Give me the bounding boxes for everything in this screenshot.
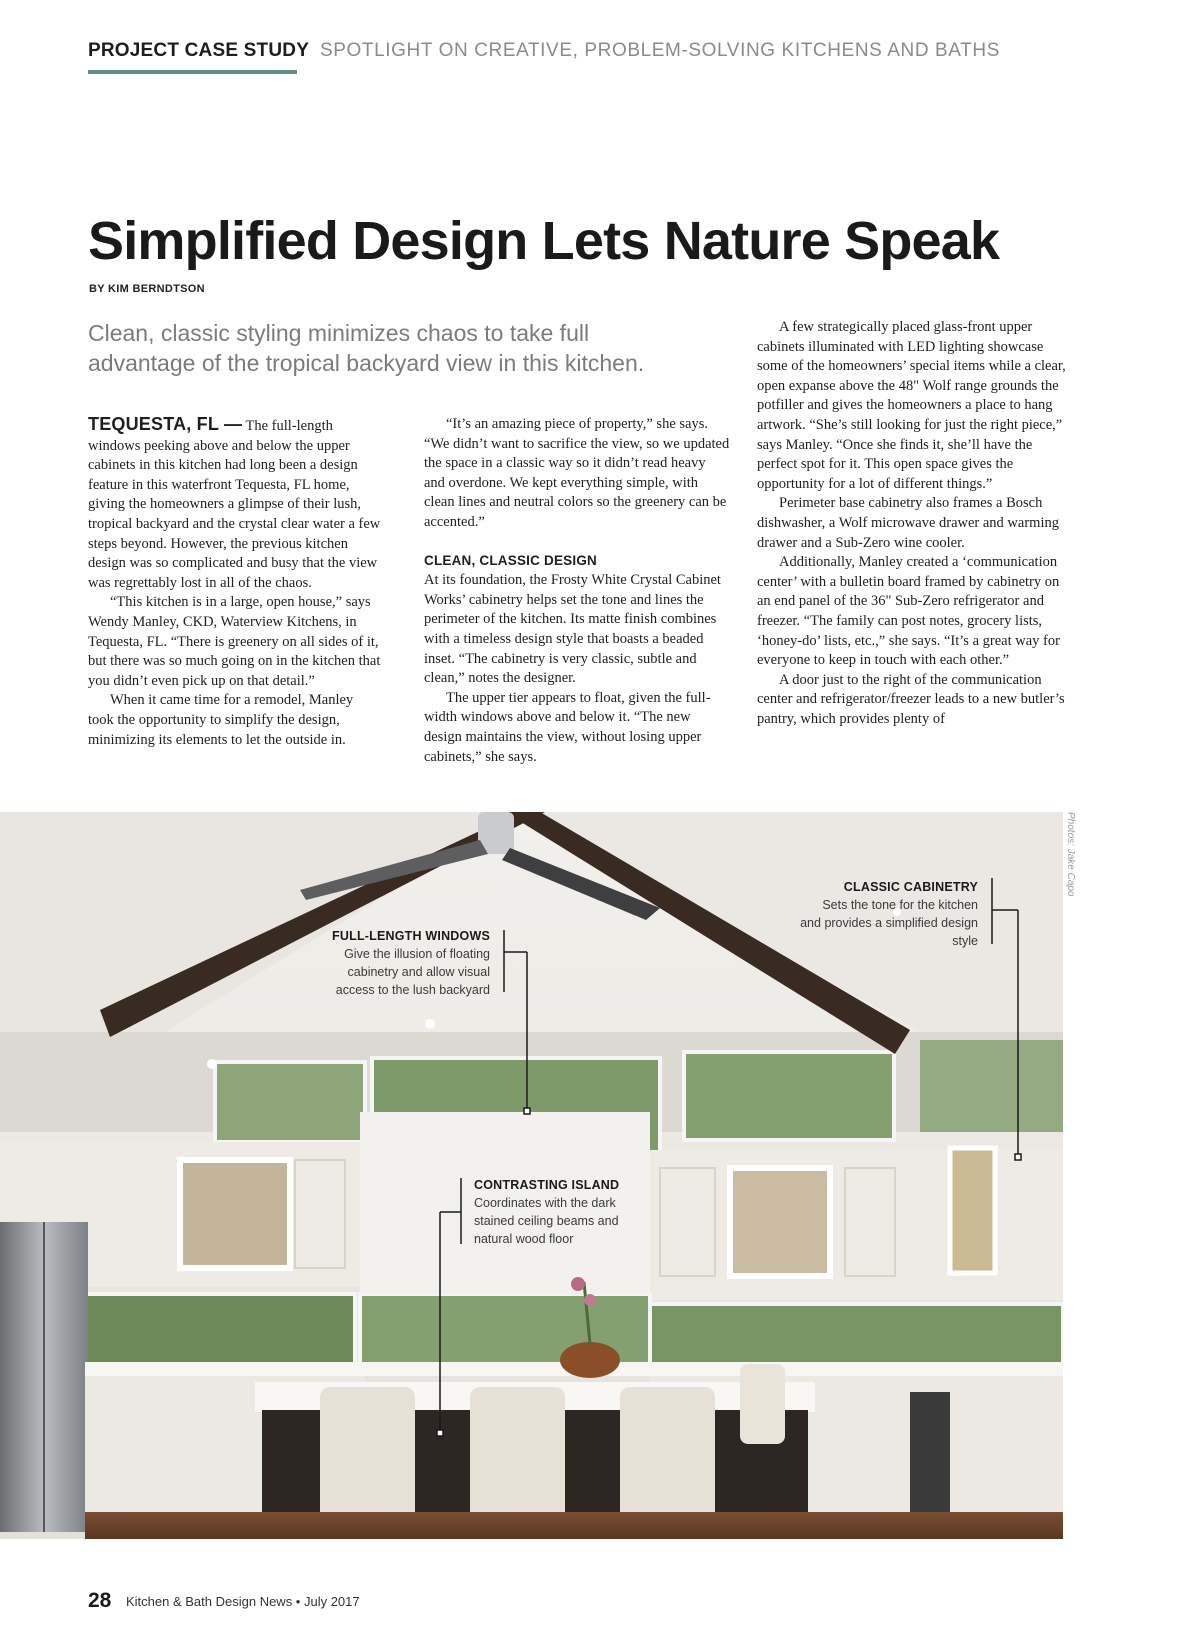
paragraph: The upper tier appears to float, given the full-width windows above and below it. “The new design maintains the view, without losing upper cabinets,” she says.: [424, 689, 711, 765]
body-column-1: [88, 415, 382, 750]
photo-credit: [1062, 812, 1078, 932]
bar-stool: [620, 1387, 715, 1532]
page-number: 28: [88, 1589, 112, 1612]
callout-full-length-windows: [322, 927, 490, 999]
callout-title: FULL-LENGTH WINDOWS: [332, 929, 490, 943]
callout-title: CONTRASTING ISLAND: [474, 1178, 620, 1192]
callout-contrasting-island: [474, 1176, 654, 1248]
callout-title: CLASSIC CABINETRY: [843, 880, 978, 894]
paragraph: At its foundation, the Frosty White Crystal Cabinet Works’ cabinetry helps set the tone and lines the perimeter of the kitchen. Its matte finish combines with a timeless design style that boasts a beaded inset. “The cabinetry is very classic, subtle and clean,” notes the designer.: [424, 572, 721, 687]
bar-stool: [470, 1387, 565, 1532]
callout-text: Give the illusion of floating cabinetry and allow visual access to the lush backyard: [335, 947, 490, 997]
article-dek: Clean, classic styling minimizes chaos to take full advantage of the tropical backyard view in this kitchen.: [88, 320, 645, 376]
paragraph: When it came time for a remodel, Manley took the opportunity to simplify the design, minimizing its elements to let the outside in.: [88, 692, 354, 748]
body-column-3: [757, 318, 1067, 729]
article-title: Simplified Design Lets Nature Speak: [88, 211, 1000, 271]
photo-credit-text: Photos: Jake Capo: [1065, 812, 1076, 897]
publication-info: Kitchen & Bath Design News • July 2017: [126, 1594, 360, 1609]
section-tagline: SPOTLIGHT ON CREATIVE, PROBLEM-SOLVING KITCHENS AND BATHS: [320, 40, 1000, 61]
byline: BY KIM BERNDTSON: [89, 283, 205, 295]
paragraph: Perimeter base cabinetry also frames a Bosch dishwasher, a Wolf microwave drawer and warming drawer and a Sub-Zero wine cooler.: [757, 495, 1059, 551]
dateline: TEQUESTA, FL —: [88, 414, 243, 434]
paragraph: “This kitchen is in a large, open house,” says Wendy Manley, CKD, Waterview Kitchens, in Tequesta, FL. “There is greenery on all sides of it, but there was so much going on in the kitchen that you didn’t even pick up on that detail.”: [88, 594, 381, 689]
section-label: PROJECT CASE STUDY: [88, 40, 310, 61]
section-underline: [88, 70, 297, 74]
callout-classic-cabinetry: [800, 878, 978, 950]
paragraph: “It’s an amazing piece of property,” she says. “We didn’t want to sacrifice the view, so we updated the space in a classic way so it didn’t read heavy and overdone. We kept everything simple, with clean lines and neutral colors so the greenery can be accented.”: [424, 416, 730, 530]
callout-text: Coordinates with the dark stained ceiling beams and natural wood floor: [474, 1196, 619, 1246]
paragraph: A door just to the right of the communication center and refrigerator/freezer leads to a new butler’s pantry, which provides plenty of: [757, 671, 1065, 727]
body-column-2: [424, 415, 730, 767]
paragraph: The full-length windows peeking above and below the upper cabinets in this kitchen had long been a design feature in this waterfront Tequesta, FL home, giving the homeowners a glimpse of their lush, tropical backyard and the crystal clear water a few steps beyond. However, the previous kitchen design was so complicated and busy that the view was regrettably lost in all of the chaos.: [88, 418, 381, 591]
callout-text: Sets the tone for the kitchen and provides a simplified design style: [800, 898, 978, 948]
paragraph: Additionally, Manley created a ‘communication center’ with a bulletin board framed by cabinetry on an end panel of the 36" Sub-Zero refrigerator and freezer. “The family can post notes, grocery lists, ‘honey-do’ lists, etc.,” she says. “It’s a great way for everyone to keep in touch with each other.”: [757, 554, 1060, 669]
kitchen-photo: [0, 812, 1063, 1539]
paragraph: A few strategically placed glass-front upper cabinets illuminated with LED lighting showcase some of the homeowners’ special items while a clear, open expanse above the 48" Wolf range grounds the potfiller and gives the homeowners a place to hang artwork. “She’s still looking for just the right piece,” says Manley. “Once she finds it, she’ll have the perfect spot for it. This open space gives the opportunity for a lot of different things.”: [757, 319, 1066, 492]
subhead: CLEAN, CLASSIC DESIGN: [424, 552, 597, 568]
bar-stool: [320, 1387, 415, 1532]
